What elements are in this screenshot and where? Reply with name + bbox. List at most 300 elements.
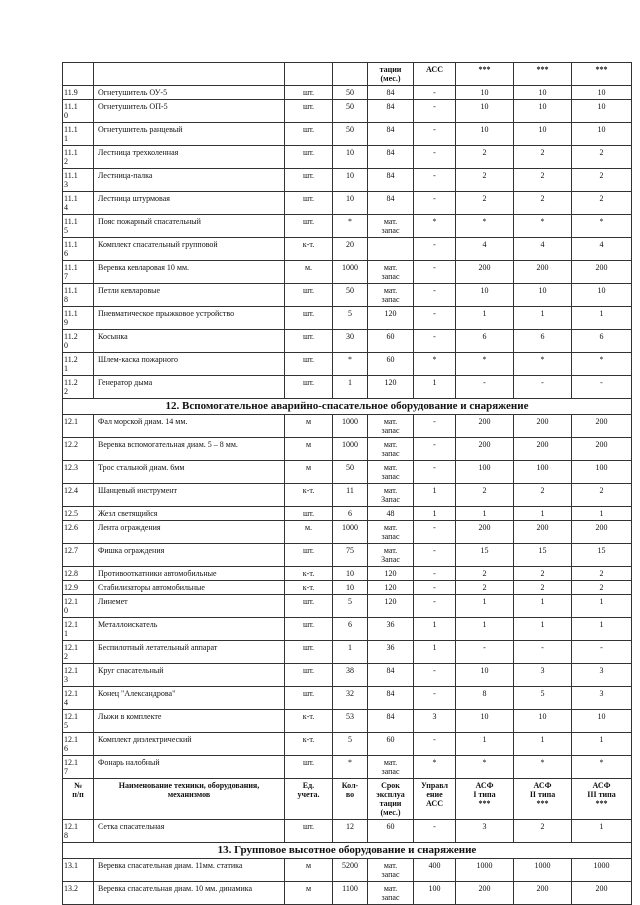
table-cell: 60 bbox=[368, 733, 414, 756]
table-cell: 11.1 4 bbox=[63, 192, 94, 215]
table-cell: 12.3 bbox=[63, 461, 94, 484]
table-cell: 1000 bbox=[333, 521, 368, 544]
table-cell: Фишка ограждения bbox=[94, 544, 285, 567]
table-cell: *** bbox=[456, 63, 514, 86]
table-cell: 1000 bbox=[333, 261, 368, 284]
table-cell: 3 bbox=[572, 687, 632, 710]
table-cell: 2 bbox=[514, 820, 572, 843]
table-cell bbox=[63, 63, 94, 86]
table-cell: 10 bbox=[514, 284, 572, 307]
table-cell: - bbox=[414, 521, 456, 544]
table-cell: 12.1 5 bbox=[63, 710, 94, 733]
table-cell: шт. bbox=[285, 169, 333, 192]
table-cell: к-т. bbox=[285, 484, 333, 507]
table-cell: * bbox=[456, 353, 514, 376]
table-cell: мат. Запас bbox=[368, 544, 414, 567]
table-cell: 10 bbox=[514, 710, 572, 733]
table-cell: 1000 bbox=[333, 438, 368, 461]
table-cell: 12.8 bbox=[63, 567, 94, 581]
table-cell: 11.2 1 bbox=[63, 353, 94, 376]
section-title: 13. Групповое высотное оборудование и снаряжение bbox=[63, 843, 632, 859]
table-cell: мат. запас bbox=[368, 261, 414, 284]
table-cell: мат. запас bbox=[368, 415, 414, 438]
table-cell: 200 bbox=[456, 415, 514, 438]
table-cell: 50 bbox=[333, 100, 368, 123]
table-cell: Лента ограждения bbox=[94, 521, 285, 544]
table-cell: Веревка спасательная диам. 10 мм. динамика bbox=[94, 882, 285, 905]
table-cell: 1 bbox=[414, 484, 456, 507]
table-row bbox=[63, 307, 632, 330]
table-cell: мат. запас bbox=[368, 438, 414, 461]
table-row bbox=[63, 820, 632, 843]
table-row bbox=[63, 641, 632, 664]
table-cell: 1000 bbox=[456, 859, 514, 882]
table-row bbox=[63, 169, 632, 192]
table-cell: * bbox=[414, 353, 456, 376]
table-cell bbox=[94, 63, 285, 86]
table-cell: к-т. bbox=[285, 581, 333, 595]
table-cell: 10 bbox=[572, 710, 632, 733]
table-cell: - bbox=[514, 376, 572, 399]
table-cell: 200 bbox=[572, 882, 632, 905]
table-cell: 12.1 3 bbox=[63, 664, 94, 687]
table-cell: шт. bbox=[285, 820, 333, 843]
header-continuation-row bbox=[63, 63, 632, 86]
table-row bbox=[63, 415, 632, 438]
table-cell: - bbox=[414, 192, 456, 215]
table-cell: Линемет bbox=[94, 595, 285, 618]
table-cell: Лестница трехколенная bbox=[94, 146, 285, 169]
table-cell: 100 bbox=[456, 461, 514, 484]
table-cell: - bbox=[414, 544, 456, 567]
table-cell: 100 bbox=[414, 882, 456, 905]
table-cell: 12.9 bbox=[63, 581, 94, 595]
table-cell: АСФ I типа *** bbox=[456, 779, 514, 820]
table-cell: 12.4 bbox=[63, 484, 94, 507]
table-cell: 12.7 bbox=[63, 544, 94, 567]
table-row bbox=[63, 595, 632, 618]
table-cell: 4 bbox=[572, 238, 632, 261]
table-cell: 200 bbox=[514, 415, 572, 438]
table-cell: 10 bbox=[333, 567, 368, 581]
table-cell bbox=[333, 63, 368, 86]
table-cell: шт. bbox=[285, 376, 333, 399]
table-cell: 11.1 7 bbox=[63, 261, 94, 284]
table-cell: Наименование техники, оборудования, механизмов bbox=[94, 779, 285, 820]
table-cell: мат. запас bbox=[368, 521, 414, 544]
table-cell: 10 bbox=[333, 192, 368, 215]
table-row bbox=[63, 100, 632, 123]
table-cell: * bbox=[514, 353, 572, 376]
table-cell: 1 bbox=[414, 376, 456, 399]
table-cell: 10 bbox=[333, 581, 368, 595]
table-cell: 3 bbox=[414, 710, 456, 733]
table-cell: 100 bbox=[514, 461, 572, 484]
table-cell: Сетка спасательная bbox=[94, 820, 285, 843]
table-cell: * bbox=[572, 353, 632, 376]
table-cell: Огнетушитель ранцевый bbox=[94, 123, 285, 146]
table-cell: 6 bbox=[333, 618, 368, 641]
table-cell: 2 bbox=[514, 581, 572, 595]
table-cell: 10 bbox=[514, 86, 572, 100]
table-cell: 4 bbox=[456, 238, 514, 261]
table-cell: 12.1 0 bbox=[63, 595, 94, 618]
table-cell: 10 bbox=[333, 146, 368, 169]
table-cell: 84 bbox=[368, 86, 414, 100]
table-cell: - bbox=[414, 100, 456, 123]
table-cell: Лыжи в комплекте bbox=[94, 710, 285, 733]
table-cell: 10 bbox=[572, 123, 632, 146]
table-cell bbox=[368, 238, 414, 261]
table-cell: 120 bbox=[368, 567, 414, 581]
table-cell: 1 bbox=[456, 595, 514, 618]
table-row bbox=[63, 353, 632, 376]
table-cell: 1100 bbox=[333, 882, 368, 905]
table-cell: 12.1 2 bbox=[63, 641, 94, 664]
table-cell: Беспилотный летательный аппарат bbox=[94, 641, 285, 664]
table-cell: Комплект диэлектрический bbox=[94, 733, 285, 756]
table-cell: * bbox=[333, 756, 368, 779]
table-row bbox=[63, 484, 632, 507]
table-cell: м bbox=[285, 859, 333, 882]
table-cell: 10 bbox=[456, 123, 514, 146]
table-cell: мат. запас bbox=[368, 882, 414, 905]
column-header-row bbox=[63, 779, 632, 820]
table-row bbox=[63, 507, 632, 521]
table-cell: 13.1 bbox=[63, 859, 94, 882]
table-cell: *** bbox=[572, 63, 632, 86]
table-cell: * bbox=[572, 215, 632, 238]
table-cell: 1 bbox=[456, 507, 514, 521]
table-cell: 1 bbox=[572, 307, 632, 330]
table-row bbox=[63, 756, 632, 779]
table-cell: 75 bbox=[333, 544, 368, 567]
table-cell: 2 bbox=[514, 169, 572, 192]
table-cell: шт. bbox=[285, 146, 333, 169]
table-cell: 120 bbox=[368, 376, 414, 399]
table-cell: 1 bbox=[572, 820, 632, 843]
table-cell: 1000 bbox=[333, 415, 368, 438]
table-cell: м bbox=[285, 461, 333, 484]
table-cell: шт. bbox=[285, 192, 333, 215]
table-row bbox=[63, 618, 632, 641]
table-row bbox=[63, 438, 632, 461]
table-cell: - bbox=[414, 581, 456, 595]
table-cell: - bbox=[414, 123, 456, 146]
table-cell: * bbox=[414, 215, 456, 238]
table-cell: 10 bbox=[456, 100, 514, 123]
table-cell: 120 bbox=[368, 581, 414, 595]
table-row bbox=[63, 261, 632, 284]
table-cell: Металлоискатель bbox=[94, 618, 285, 641]
table-cell: шт. bbox=[285, 507, 333, 521]
table-row bbox=[63, 215, 632, 238]
table-cell: 2 bbox=[572, 146, 632, 169]
table-cell: 200 bbox=[456, 521, 514, 544]
table-cell: 11.1 6 bbox=[63, 238, 94, 261]
table-cell: 5 bbox=[333, 595, 368, 618]
table-cell: 84 bbox=[368, 710, 414, 733]
table-cell: 2 bbox=[572, 192, 632, 215]
table-cell: мат. Запас bbox=[368, 484, 414, 507]
table-cell: * bbox=[333, 353, 368, 376]
table-cell: 38 bbox=[333, 664, 368, 687]
table-cell: 2 bbox=[456, 484, 514, 507]
table-cell: шт. bbox=[285, 86, 333, 100]
table-cell: 200 bbox=[572, 438, 632, 461]
table-cell: 200 bbox=[572, 521, 632, 544]
table-cell: 200 bbox=[514, 882, 572, 905]
table-cell: 2 bbox=[456, 146, 514, 169]
table-cell: 3 bbox=[456, 820, 514, 843]
table-cell: - bbox=[414, 86, 456, 100]
table-cell: АСФ II типа *** bbox=[514, 779, 572, 820]
table-cell: Огнетушитель ОУ-5 bbox=[94, 86, 285, 100]
table-cell: 4 bbox=[514, 238, 572, 261]
table-cell: 11.2 0 bbox=[63, 330, 94, 353]
table-cell: 5 bbox=[333, 733, 368, 756]
table-cell: * bbox=[456, 215, 514, 238]
table-cell: * bbox=[514, 215, 572, 238]
table-cell: 12.1 7 bbox=[63, 756, 94, 779]
table-cell: м bbox=[285, 415, 333, 438]
document-page bbox=[62, 62, 631, 905]
table-cell: 13.2 bbox=[63, 882, 94, 905]
table-cell: 2 bbox=[456, 581, 514, 595]
table-body bbox=[63, 63, 632, 905]
table-cell: - bbox=[414, 687, 456, 710]
table-cell: 6 bbox=[572, 330, 632, 353]
table-cell: 53 bbox=[333, 710, 368, 733]
table-cell: 1 bbox=[333, 376, 368, 399]
table-cell: Петли кевларовые bbox=[94, 284, 285, 307]
table-cell: 12 bbox=[333, 820, 368, 843]
table-row bbox=[63, 567, 632, 581]
table-cell: - bbox=[414, 169, 456, 192]
table-row bbox=[63, 581, 632, 595]
table-cell: шт. bbox=[285, 330, 333, 353]
table-cell: 20 bbox=[333, 238, 368, 261]
table-cell: - bbox=[414, 438, 456, 461]
table-cell: Стабилизаторы автомобильные bbox=[94, 581, 285, 595]
table-row bbox=[63, 521, 632, 544]
table-cell: 10 bbox=[456, 664, 514, 687]
table-cell: 200 bbox=[514, 261, 572, 284]
table-cell: - bbox=[414, 595, 456, 618]
table-cell: 1 bbox=[514, 618, 572, 641]
table-cell: 200 bbox=[456, 261, 514, 284]
table-cell: 1 bbox=[414, 507, 456, 521]
table-cell: Веревка кевларовая 10 мм. bbox=[94, 261, 285, 284]
table-cell: 12.5 bbox=[63, 507, 94, 521]
table-cell: 12.1 4 bbox=[63, 687, 94, 710]
table-cell: шт. bbox=[285, 756, 333, 779]
table-cell: 1000 bbox=[572, 859, 632, 882]
table-cell: 84 bbox=[368, 664, 414, 687]
table-cell: 10 bbox=[572, 100, 632, 123]
table-cell: мат. запас bbox=[368, 215, 414, 238]
section-title: 12. Вспомогательное аварийно-спасательное оборудование и снаряжение bbox=[63, 399, 632, 415]
table-cell: 6 bbox=[514, 330, 572, 353]
table-cell: 1 bbox=[514, 595, 572, 618]
table-cell: * bbox=[414, 756, 456, 779]
table-cell: шт. bbox=[285, 687, 333, 710]
table-cell: 200 bbox=[572, 261, 632, 284]
table-cell: 10 bbox=[456, 284, 514, 307]
table-cell: Пояс пожарный спасательный bbox=[94, 215, 285, 238]
table-cell: 84 bbox=[368, 169, 414, 192]
table-cell: 1 bbox=[514, 507, 572, 521]
table-cell: Веревка вспомогательная диам. 5 – 8 мм. bbox=[94, 438, 285, 461]
table-cell: - bbox=[414, 415, 456, 438]
table-cell: 2 bbox=[572, 581, 632, 595]
table-cell: - bbox=[456, 376, 514, 399]
table-cell: 36 bbox=[368, 618, 414, 641]
table-cell: 200 bbox=[456, 882, 514, 905]
table-cell: * bbox=[514, 756, 572, 779]
table-cell: * bbox=[456, 756, 514, 779]
table-cell: шт. bbox=[285, 215, 333, 238]
table-cell: 11.1 8 bbox=[63, 284, 94, 307]
table-cell: - bbox=[572, 641, 632, 664]
table-cell: 200 bbox=[572, 415, 632, 438]
table-row bbox=[63, 859, 632, 882]
table-cell: 200 bbox=[514, 438, 572, 461]
table-cell: Пневматическое прыжковое устройство bbox=[94, 307, 285, 330]
table-cell: 5 bbox=[514, 687, 572, 710]
table-cell: мат. запас bbox=[368, 859, 414, 882]
table-cell: Круг спасательный bbox=[94, 664, 285, 687]
table-cell: 1 bbox=[456, 307, 514, 330]
table-cell: 10 bbox=[456, 710, 514, 733]
table-cell: - bbox=[414, 307, 456, 330]
table-cell: 2 bbox=[572, 169, 632, 192]
table-cell: м. bbox=[285, 261, 333, 284]
table-row bbox=[63, 733, 632, 756]
table-row bbox=[63, 192, 632, 215]
table-cell: шт. bbox=[285, 664, 333, 687]
table-cell: 1000 bbox=[514, 859, 572, 882]
table-row bbox=[63, 710, 632, 733]
table-cell: 6 bbox=[456, 330, 514, 353]
table-cell: 1 bbox=[333, 641, 368, 664]
table-cell: 1 bbox=[572, 618, 632, 641]
table-cell: м bbox=[285, 438, 333, 461]
table-cell: 11.1 5 bbox=[63, 215, 94, 238]
table-cell: 200 bbox=[456, 438, 514, 461]
table-cell: 15 bbox=[456, 544, 514, 567]
table-cell: 11.1 3 bbox=[63, 169, 94, 192]
table-row bbox=[63, 86, 632, 100]
table-cell: 1 bbox=[456, 618, 514, 641]
table-row bbox=[63, 376, 632, 399]
table-cell: Косынка bbox=[94, 330, 285, 353]
table-cell: 2 bbox=[514, 567, 572, 581]
table-cell: шт. bbox=[285, 307, 333, 330]
table-cell: к-т. bbox=[285, 710, 333, 733]
table-cell: Фал морской диам. 14 мм. bbox=[94, 415, 285, 438]
table-cell: Ед. учета. bbox=[285, 779, 333, 820]
table-cell: шт. bbox=[285, 123, 333, 146]
table-cell: АСФ III типа *** bbox=[572, 779, 632, 820]
table-cell: 2 bbox=[572, 567, 632, 581]
table-cell: 15 bbox=[572, 544, 632, 567]
table-cell: Лестница-палка bbox=[94, 169, 285, 192]
table-cell: Жезл светящийся bbox=[94, 507, 285, 521]
table-cell: АСС bbox=[414, 63, 456, 86]
table-cell: 3 bbox=[514, 664, 572, 687]
table-cell: * bbox=[333, 215, 368, 238]
table-cell: 10 bbox=[514, 123, 572, 146]
table-row bbox=[63, 544, 632, 567]
table-cell: 2 bbox=[514, 484, 572, 507]
table-cell: 12.1 bbox=[63, 415, 94, 438]
table-cell: 5200 bbox=[333, 859, 368, 882]
table-cell bbox=[285, 63, 333, 86]
table-cell: Срок эксплуа тации (мес.) bbox=[368, 779, 414, 820]
table-cell: - bbox=[414, 261, 456, 284]
table-cell: 11.1 2 bbox=[63, 146, 94, 169]
table-cell: 30 bbox=[333, 330, 368, 353]
table-cell: - bbox=[414, 733, 456, 756]
table-cell: 84 bbox=[368, 687, 414, 710]
table-cell: шт. bbox=[285, 641, 333, 664]
table-cell: 84 bbox=[368, 192, 414, 215]
table-cell: - bbox=[414, 567, 456, 581]
table-cell: мат. запас bbox=[368, 284, 414, 307]
table-cell: 1 bbox=[414, 641, 456, 664]
table-row bbox=[63, 882, 632, 905]
table-cell: 120 bbox=[368, 595, 414, 618]
table-cell: 120 bbox=[368, 307, 414, 330]
table-cell: 12.6 bbox=[63, 521, 94, 544]
table-cell: 50 bbox=[333, 461, 368, 484]
table-cell: - bbox=[572, 376, 632, 399]
table-cell: к-т. bbox=[285, 733, 333, 756]
table-cell: 2 bbox=[514, 146, 572, 169]
table-cell: м. bbox=[285, 521, 333, 544]
table-cell: 2 bbox=[456, 567, 514, 581]
table-cell: 1 bbox=[514, 307, 572, 330]
table-cell: 1 bbox=[414, 618, 456, 641]
table-cell: Генератор дыма bbox=[94, 376, 285, 399]
table-cell: Трос стальной диам. 6мм bbox=[94, 461, 285, 484]
table-cell: 84 bbox=[368, 123, 414, 146]
table-cell: Кол- во bbox=[333, 779, 368, 820]
table-row bbox=[63, 123, 632, 146]
table-cell: 84 bbox=[368, 146, 414, 169]
table-cell: 60 bbox=[368, 353, 414, 376]
table-cell: 10 bbox=[572, 284, 632, 307]
table-cell: 1 bbox=[572, 733, 632, 756]
table-cell: 50 bbox=[333, 86, 368, 100]
table-cell: Противооткатники автомобильные bbox=[94, 567, 285, 581]
table-cell: 36 bbox=[368, 641, 414, 664]
table-cell: 48 bbox=[368, 507, 414, 521]
table-row bbox=[63, 238, 632, 261]
table-cell: 2 bbox=[456, 192, 514, 215]
table-cell: 11.2 2 bbox=[63, 376, 94, 399]
table-cell: Веревка спасательная диам. 11мм. статика bbox=[94, 859, 285, 882]
table-row bbox=[63, 284, 632, 307]
table-cell: 10 bbox=[456, 86, 514, 100]
table-cell: к-т. bbox=[285, 238, 333, 261]
table-cell: 2 bbox=[456, 169, 514, 192]
table-cell: 1 bbox=[572, 595, 632, 618]
table-cell: 10 bbox=[514, 100, 572, 123]
table-cell: мат. запас bbox=[368, 461, 414, 484]
table-cell: - bbox=[414, 664, 456, 687]
